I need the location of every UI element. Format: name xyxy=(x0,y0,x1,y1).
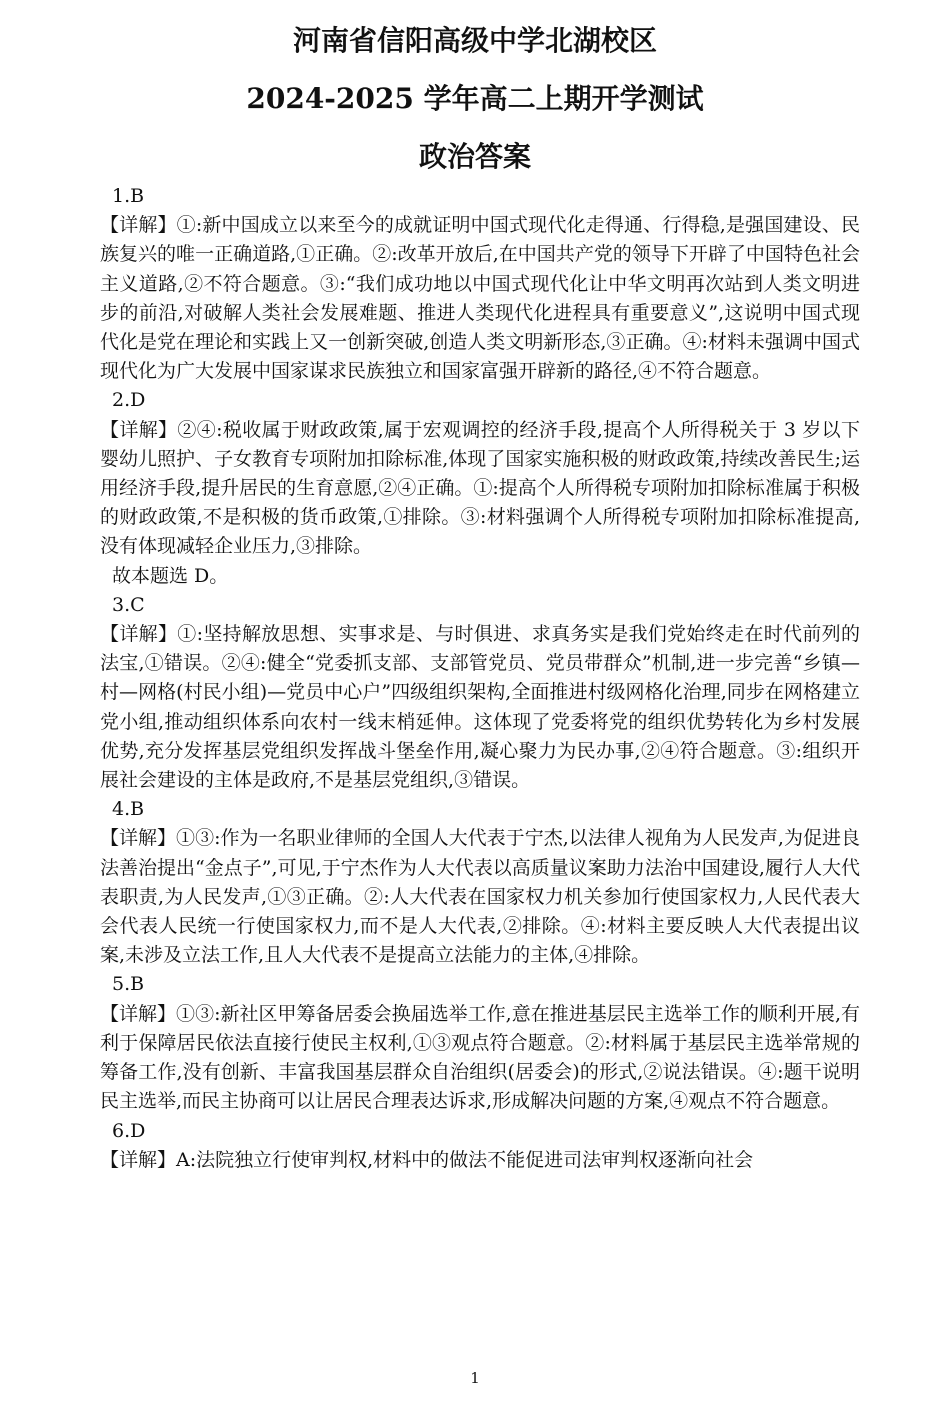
question-explanation: 【详解】①:坚持解放思想、实事求是、与时俱进、求真务实是我们党始终走在时代前列的法宝,①错误。②④:健全“党委抓支部、支部管党员、党员带群众”机制,进一步完善“乡镇—村—网格(村民小组)—党员中心户”四级组织架构,全面推进村级网格化治理,同步在网格建立党小组,推动组织体系向农村一线末梢延伸。这体现了党委将党的组织优势转化为乡村发展优势,充分发挥基层党组织发挥战斗堡垒作用,凝心聚力为民办事,②④符合题意。③:组织开展社会建设的主体是政府,不是基层党组织,③错误。 xyxy=(100,623,860,792)
question-explanation: 【详解】②④:税收属于财政政策,属于宏观调控的经济手段,提高个人所得税关于 3 岁以下婴幼儿照护、子女教育专项附加扣除标准,体现了国家实施积极的财政政策,持续改善民生;运用经济手段,提升居民的生育意愿,②④正确。①:提高个人所得税专项附加扣除标准属于积极的财政政策,不是积极的货币政策,①排除。③:材料强调个人所得税专项附加扣除标准提高,没有体现减轻企业压力,③排除。 xyxy=(100,418,860,558)
question-number: 2.D xyxy=(112,389,146,412)
question-block-5 xyxy=(90,970,860,1116)
question-block-6 xyxy=(90,1117,860,1175)
school-title: 河南省信阳高级中学北湖校区 xyxy=(292,24,657,57)
answer-content xyxy=(90,182,860,1175)
question-number: 1.B xyxy=(112,185,145,207)
subject-title: 政治答案 xyxy=(418,140,531,173)
question-explanation: 【详解】①:新中国成立以来至今的成就证明中国式现代化走得通、行得稳,是强国建设、民族复兴的唯一正确道路,①正确。②:改革开放后,在中国共产党的领导下开辟了中国特色社会主义道路,②不符合题意。③:“我们成功地以中国式现代化让中华文明再次站到人类文明进步的前沿,对破解人类社会发展难题、推进人类现代化进程具有重要意义”,这说明中国式现代化是党在理论和实践上又一创新突破,创造人类文明新形态,③正确。④:材料未强调中国式现代化为广大发展中国家谋求民族独立和国家富强开辟新的路径,④不符合题意。 xyxy=(100,214,860,383)
question-block-3 xyxy=(90,591,860,795)
question-number: 6.D xyxy=(112,1119,146,1142)
exam-title: 2024-2025 学年高二上期开学测试 xyxy=(246,82,704,115)
question-block-2 xyxy=(90,386,860,590)
question-conclusion: 故本题选 D。 xyxy=(112,564,229,587)
question-explanation: 【详解】A:法院独立行使审判权,材料中的做法不能促进司法审判权逐渐向社会 xyxy=(100,1148,754,1171)
question-explanation: 【详解】①③:作为一名职业律师的全国人大代表于宁杰,以法律人视角为人民发声,为促进良法善治提出“金点子”,可见,于宁杰作为人大代表以高质量议案助力法治中国建设,履行人大代表职责,为人民发声,①③正确。②:人大代表在国家权力机关参加行使国家权力,人民代表大会代表人民统一行使国家权力,而不是人大代表,②排除。④:材料主要反映人大代表提出议案,未涉及立法工作,且人大代表不是提高立法能力的主体,④排除。 xyxy=(100,827,860,967)
question-block-1 xyxy=(90,182,860,386)
question-number: 5.B xyxy=(112,973,145,996)
question-block-4 xyxy=(90,795,860,970)
question-number: 4.B xyxy=(112,798,145,821)
question-number: 3.C xyxy=(112,593,145,616)
question-explanation: 【详解】①③:新社区甲筹备居委会换届选举工作,意在推进基层民主选举工作的顺利开展,有利于保障居民依法直接行使民主权利,①③观点符合题意。②:材料属于基层民主选举常规的筹备工作,没有创新、丰富我国基层群众自治组织(居委会)的形式,②说法错误。④:题干说明民主选举,而民主协商可以让居民合理表达诉求,形成解决问题的方案,④观点不符合题意。 xyxy=(100,1002,860,1113)
page-number: 1 xyxy=(470,1369,480,1387)
